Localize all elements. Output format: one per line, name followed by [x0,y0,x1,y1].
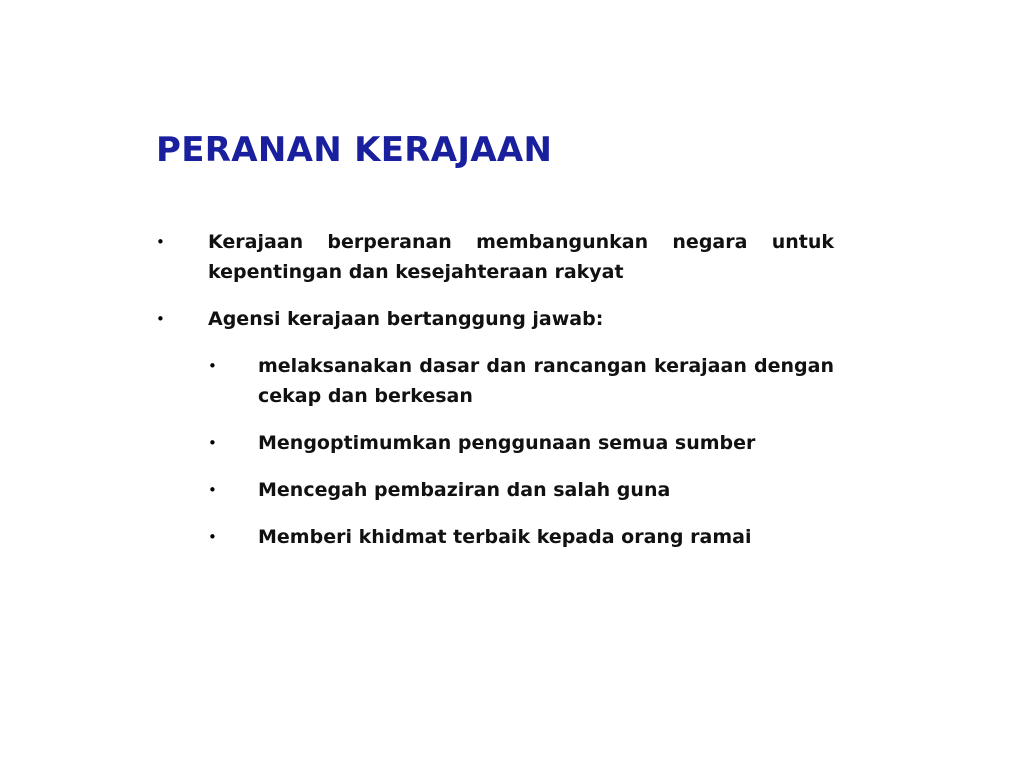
bullet-text: Agensi kerajaan bertanggung jawab: [208,308,604,330]
bullet-icon: • [208,357,217,375]
bullet-list [156,227,834,569]
sub-bullet-text: melaksanakan dasar dan rancangan kerajaan dengan cekap dan berkesan [258,355,834,407]
sub-bullet-text: Mengoptimumkan penggunaan semua sumber [258,432,756,454]
bullet-icon: • [208,528,217,546]
sub-bullet-item [156,475,834,505]
bullet-text: Kerajaan berperanan membangunkan negara untuk kepentingan dan kesejahteraan rakyat [208,231,834,283]
bullet-icon: • [208,434,217,452]
sub-bullet-text: Mencegah pembaziran dan salah guna [258,479,671,501]
bullet-item [156,304,834,334]
bullet-icon: • [156,233,165,251]
sub-bullet-text: Memberi khidmat terbaik kepada orang ramai [258,526,752,548]
sub-bullet-item [156,428,834,458]
bullet-icon: • [156,310,165,328]
slide-title: PERANAN KERAJAAN [156,130,553,170]
bullet-icon: • [208,481,217,499]
sub-bullet-item [156,351,834,411]
sub-bullet-item [156,522,834,552]
bullet-item [156,227,834,287]
